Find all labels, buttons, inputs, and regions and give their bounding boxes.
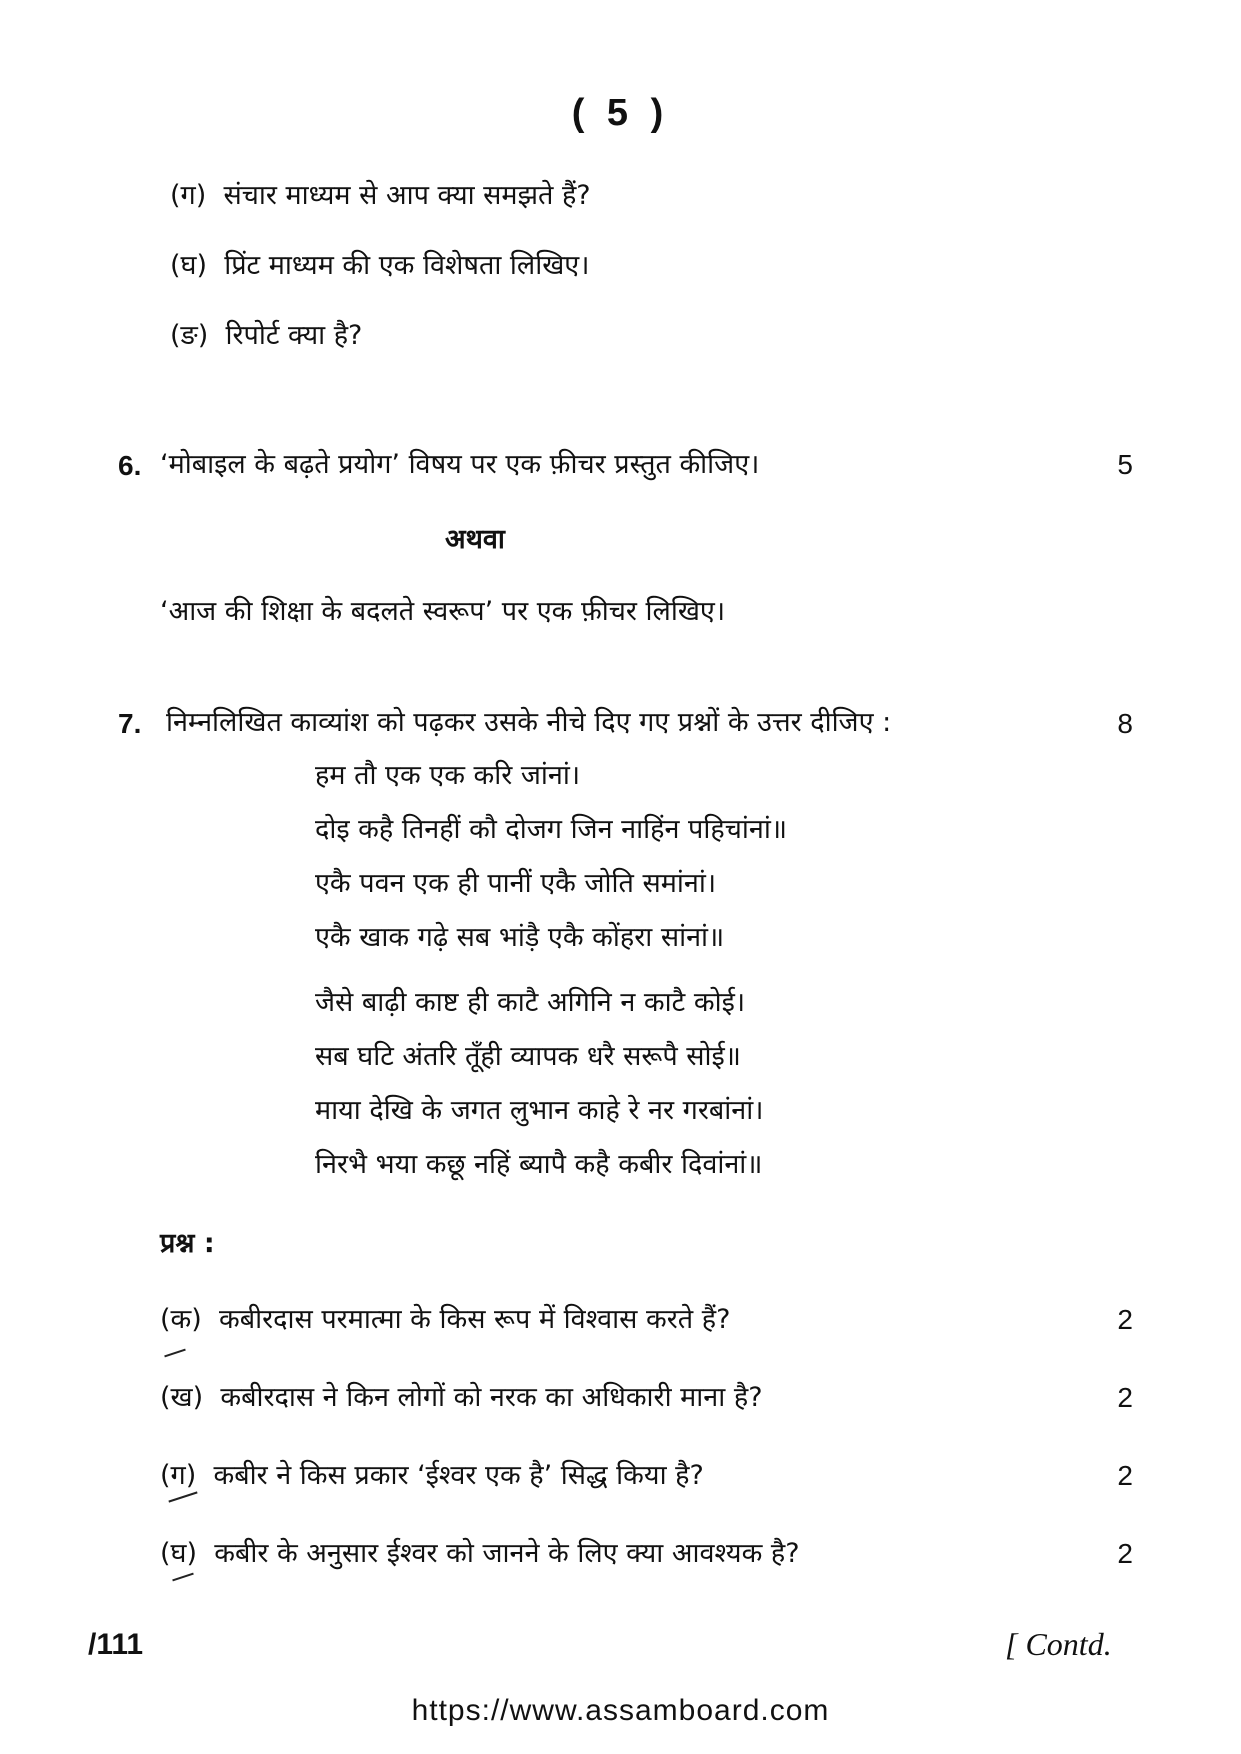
pen-tick-mark <box>172 1573 194 1582</box>
poem-line: हम तौ एक एक करि जांनां। <box>315 760 581 791</box>
poem-line: दोइ कहै तिनहीं कौ दोजग जिन नाहिंन पहिचांनां॥ <box>315 814 787 845</box>
q6-marks: 5 <box>1117 449 1133 480</box>
item-text: रिपोर्ट क्या है? <box>225 320 363 351</box>
item-text: प्रिंट माध्यम की एक विशेषता लिखिए। <box>224 250 590 281</box>
subquestion-marks: 2 <box>1117 1538 1133 1569</box>
q7-subquestion-gha <box>160 1536 800 1572</box>
poem-line: एकै पवन एक ही पानीं एकै जोति समांनां। <box>315 868 717 899</box>
q6-text: ‘मोबाइल के बढ़ते प्रयोग’ विषय पर एक फ़ीचर प्रस्तुत कीजिए। <box>160 449 760 480</box>
q5-item-ga <box>170 178 591 214</box>
q7-subquestion-ga <box>160 1458 704 1494</box>
poem-line: सब घटि अंतरि तूँही व्यापक धरै सरूपै सोई॥ <box>315 1041 741 1072</box>
poem-line: जैसे बाढ़ी काष्ट ही काटै अगिनि न काटै कोई। <box>315 987 746 1018</box>
poem-line: एकै खाक गढ़े सब भांड़ै एकै कोंहरा सांनां॥ <box>315 922 725 953</box>
paper-code: /111 <box>88 1628 144 1661</box>
subquestion-text: कबीरदास परमात्मा के किस रूप में विश्वास करते हैं? <box>218 1304 731 1335</box>
q7-marks: 8 <box>1117 708 1133 739</box>
item-label: (घ) <box>170 250 208 281</box>
source-url: https://www.assamboard.com <box>411 1694 830 1727</box>
poem-line: माया देखि के जगत लुभान काहे रे नर गरबांनां। <box>315 1095 764 1126</box>
page-number: ( 5 ) <box>571 92 670 134</box>
q6-or-label: अथवा <box>445 524 505 555</box>
q7-subquestion-kha <box>160 1380 763 1416</box>
subquestion-marks: 2 <box>1117 1460 1133 1491</box>
pen-tick-mark <box>164 1349 186 1358</box>
q7-subquestion-ka <box>160 1302 730 1338</box>
poem-line: निरभै भया कछू नहिं ब्यापै कहै कबीर दिवांनां॥ <box>315 1149 763 1180</box>
item-label: (ग) <box>170 180 207 211</box>
q5-item-nga <box>170 318 362 354</box>
q6-number: 6. <box>118 450 142 481</box>
subquestion-label: (ख) <box>160 1382 204 1413</box>
q5-item-gha <box>170 248 589 284</box>
subquestion-label: (क) <box>160 1304 202 1335</box>
q7-number: 7. <box>118 708 142 739</box>
q7-text: निम्नलिखित काव्यांश को पढ़कर उसके नीचे दिए गए प्रश्नों के उत्तर दीजिए : <box>166 707 892 738</box>
continued-marker: [ Contd. <box>1005 1626 1112 1662</box>
subquestion-text: कबीरदास ने किन लोगों को नरक का अधिकारी माना है? <box>220 1382 763 1413</box>
subquestion-marks: 2 <box>1117 1382 1133 1413</box>
q6-alt-text: ‘आज की शिक्षा के बदलते स्वरूप’ पर एक फ़ीचर लिखिए। <box>160 596 726 627</box>
subquestion-marks: 2 <box>1117 1304 1133 1335</box>
subquestion-label: (घ) <box>160 1538 198 1569</box>
questions-label: प्रश्न : <box>160 1228 215 1259</box>
item-text: संचार माध्यम से आप क्या समझते हैं? <box>223 180 591 211</box>
subquestion-label: (ग) <box>160 1460 197 1491</box>
subquestion-text: कबीर ने किस प्रकार ‘ईश्वर एक है’ सिद्ध किया है? <box>213 1460 704 1491</box>
item-label: (ङ) <box>170 320 209 351</box>
subquestion-text: कबीर के अनुसार ईश्वर को जानने के लिए क्या आवश्यक है? <box>214 1538 800 1569</box>
